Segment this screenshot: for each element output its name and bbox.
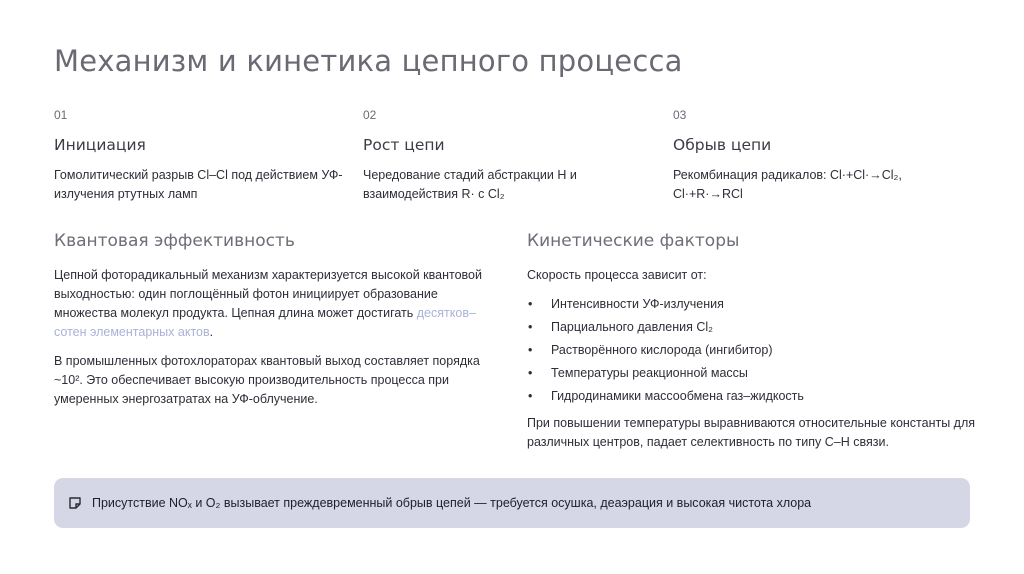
quantum-section	[54, 266, 504, 409]
step-number: 01	[54, 108, 68, 122]
note-icon	[68, 496, 82, 510]
quantum-section-title: Квантовая эффективность	[54, 231, 295, 251]
list-item: • Интенсивности УФ-излучения	[527, 295, 977, 318]
quantum-paragraph-1: Цепной фоторадикальный механизм характеризуется высокой квантовой выходностью: один поглощённый фотон инициирует образование множества молекул продукта. Цепная длина может достигать десятков–сотен элементарных актов.	[54, 268, 482, 339]
note-text: Присутствие NOₓ и O₂ вызывает преждевременный обрыв цепей — требуется осушка, деаэрация и высокая чистота хлора	[92, 496, 812, 510]
page-title: Механизм и кинетика цепного процесса	[54, 44, 683, 78]
list-item: • Растворённого кислорода (ингибитор)	[527, 341, 977, 364]
step-description: Рекомбинация радикалов: Cl·+Cl·→Cl₂, Cl·+R·→RCl	[673, 168, 902, 201]
bullet-icon: •	[528, 297, 533, 311]
kinetic-intro: Скорость процесса зависит от:	[527, 268, 707, 282]
step-heading: Рост цепи	[363, 136, 445, 154]
step-heading: Инициация	[54, 136, 146, 154]
warning-note	[54, 478, 970, 528]
list-item: • Гидродинамики массообмена газ–жидкость	[527, 387, 977, 410]
bullet-icon: •	[528, 320, 533, 334]
kinetic-conclusion: При повышении температуры выравниваются относительные константы для различных центров, падает селективность по типу C–H связи.	[527, 416, 976, 449]
step-propagation	[363, 108, 663, 204]
step-termination	[673, 108, 973, 204]
step-description: Чередование стадий абстракции H и взаимодействия R· с Cl₂	[363, 168, 577, 201]
step-heading: Обрыв цепи	[673, 136, 772, 154]
bullet-icon: •	[528, 343, 533, 357]
step-description: Гомолитический разрыв Cl–Cl под действием УФ-излучения ртутных ламп	[54, 168, 343, 201]
bullet-icon: •	[528, 366, 533, 380]
kinetic-factor-list	[527, 295, 977, 410]
step-number: 02	[363, 108, 377, 122]
kinetic-section	[527, 266, 977, 452]
list-item: • Температуры реакционной массы	[527, 364, 977, 387]
list-item: • Парциального давления Cl₂	[527, 318, 977, 341]
bullet-icon: •	[528, 389, 533, 403]
step-number: 03	[673, 108, 687, 122]
step-initiation	[54, 108, 354, 204]
kinetic-section-title: Кинетические факторы	[527, 231, 740, 251]
quantum-paragraph-2: В промышленных фотохлораторах квантовый выход составляет порядка ~10². Это обеспечивает высокую производительность процесса при умеренных энергозатратах на УФ-облучение.	[54, 354, 480, 406]
highlight-link[interactable]: десятков–сотен элементарных актов	[54, 306, 476, 339]
